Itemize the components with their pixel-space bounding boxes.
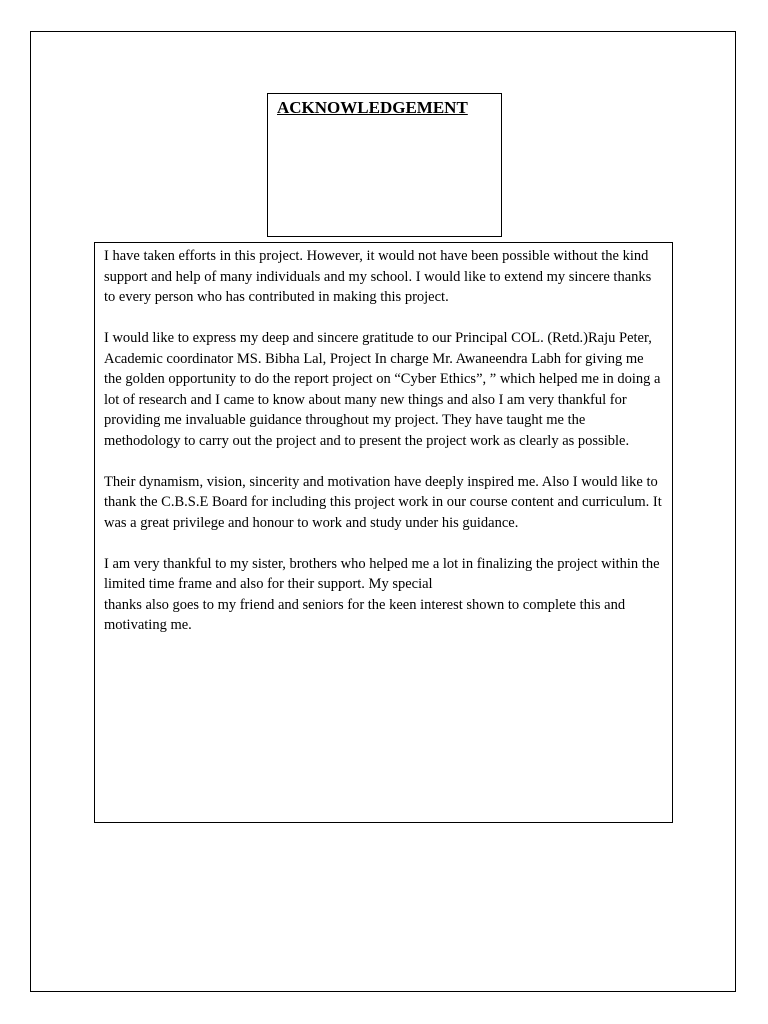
paragraph-5: thanks also goes to my friend and seniors for the keen interest shown to complete this and motivating me. — [104, 596, 626, 633]
acknowledgement-body-box — [94, 242, 673, 823]
paragraph-3: Their dynamism, vision, sincerity and motivation have deeply inspired me. Also I would like to thank the C.B.S.E Board for including this project work in our course content and curriculum. It was a great privilege and honour to work and study under his guidance. — [104, 473, 662, 531]
page-title: ACKNOWLEDGEMENT — [277, 98, 468, 117]
acknowledgement-body — [104, 246, 664, 656]
paragraph-2: I would like to express my deep and sincere gratitude to our Principal COL. (Retd.)Raju Peter, Academic coordinator MS. Bibha Lal, Project In charge Mr. Awaneendra Labh for giving me the golden opportunity to do the report project on “Cyber Ethics”, ” which helped me in doing a lot of research and I came to know about many new things and also I am very thankful for providing me invaluable guidance throughout my project. They have taught me the methodology to carry out the project and to present the project work as clearly as possible. — [104, 330, 661, 449]
title-box — [267, 93, 502, 237]
paragraph-1: I have taken efforts in this project. However, it would not have been possible without the kind support and help of many individuals and my school. I would like to extend my sincere thanks to every person who has contributed in making this project. — [104, 248, 652, 305]
paragraph-4: I am very thankful to my sister, brothers who helped me a lot in finalizing the project within the limited time frame and also for their support. My special — [104, 555, 660, 592]
